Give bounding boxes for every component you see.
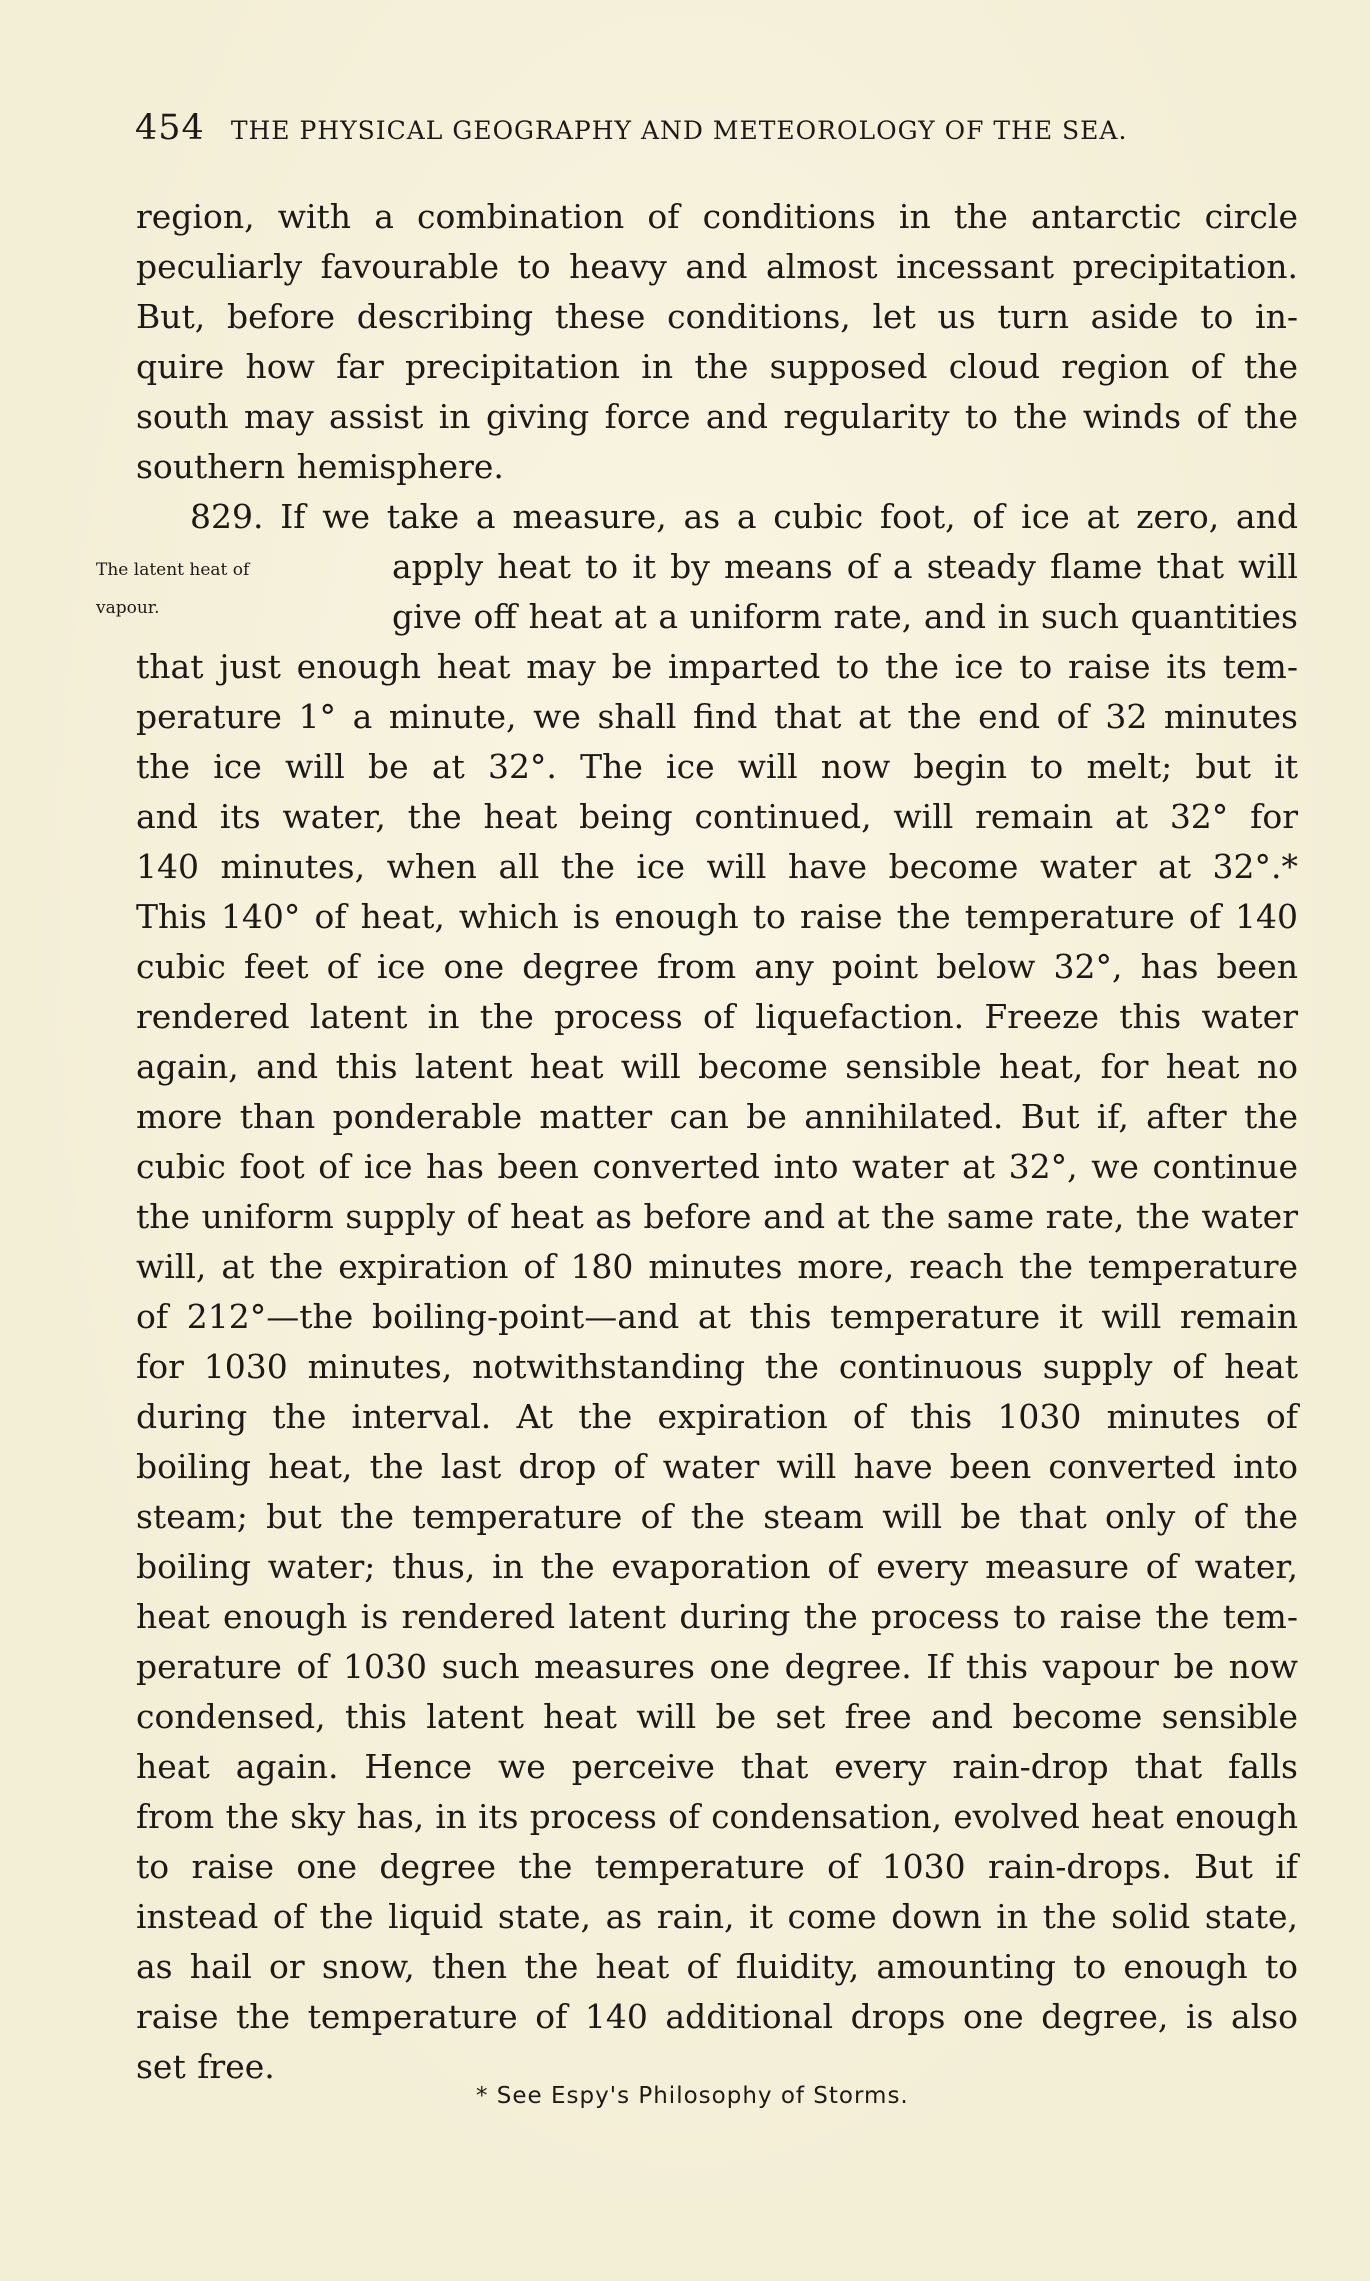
text-line: to raise one degree the temperature of 1030 rain-drops. But if (136, 1847, 1298, 1886)
text-line: the ice will be at 32°. The ice will now begin to melt; but it (136, 747, 1298, 786)
text-line: heat enough is rendered latent during the process to raise the tem- (136, 1597, 1298, 1636)
text-line: of 212°—the boiling-point—and at this temperature it will remain (136, 1297, 1298, 1336)
text-line-final: set free. (136, 2047, 275, 2086)
text-line: give off heat at a uniform rate, and in such quantities (392, 597, 1298, 636)
text-line: cubic foot of ice has been converted into water at 32°, we continue (136, 1147, 1298, 1186)
text-line: condensed, this latent heat will be set free and become sensible (136, 1697, 1298, 1736)
text-line: steam; but the temperature of the steam will be that only of the (136, 1497, 1298, 1536)
text-line: raise the temperature of 140 additional drops one degree, is also (136, 1997, 1298, 2036)
text-line: the uniform supply of heat as before and at the same rate, the water (136, 1197, 1298, 1236)
text-line: from the sky has, in its process of condensation, evolved heat enough (136, 1797, 1298, 1836)
text-line: But, before describing these conditions, let us turn aside to in- (136, 297, 1298, 336)
text-line: southern hemisphere. (136, 447, 504, 486)
text-line: again, and this latent heat will become sensible heat, for heat no (136, 1047, 1298, 1086)
text-line: as hail or snow, then the heat of fluidity, amounting to enough to (136, 1947, 1298, 1986)
text-line: during the interval. At the expiration of this 1030 minutes of (136, 1397, 1298, 1436)
side-note-line-2: vapour. (96, 598, 160, 618)
text-line: quire how far precipitation in the supposed cloud region of the (136, 347, 1298, 386)
text-line: cubic feet of ice one degree from any point below 32°, has been (136, 947, 1298, 986)
text-line: boiling heat, the last drop of water will have been converted into (136, 1447, 1298, 1486)
text-line: region, with a combination of conditions in the antarctic circle (136, 197, 1298, 236)
text-line: peculiarly favourable to heavy and almost incessant precipitation. (136, 247, 1298, 286)
paragraph-opening-line: 829. If we take a measure, as a cubic foot, of ice at zero, and (190, 497, 1298, 536)
text-line: This 140° of heat, which is enough to raise the temperature of 140 (136, 897, 1298, 936)
text-line: for 1030 minutes, notwithstanding the continuous supply of heat (136, 1347, 1298, 1386)
side-note-line-1: The latent heat of (96, 560, 250, 580)
page-header (135, 108, 1245, 148)
running-title: THE PHYSICAL GEOGRAPHY AND METEOROLOGY OF THE SEA. (230, 116, 1128, 145)
text-line: more than ponderable matter can be annihilated. But if, after the (136, 1097, 1298, 1136)
text-line: will, at the expiration of 180 minutes more, reach the temperature (136, 1247, 1298, 1286)
text-line: that just enough heat may be imparted to the ice to raise its tem- (136, 647, 1298, 686)
footnote: * See Espy's Philosophy of Storms. (476, 2083, 909, 2109)
text-line: south may assist in giving force and regularity to the winds of the (136, 397, 1298, 436)
text-line: apply heat to it by means of a steady flame that will (392, 547, 1298, 586)
text-line: perature 1° a minute, we shall find that at the end of 32 minutes (136, 697, 1298, 736)
text-line: heat again. Hence we perceive that every rain-drop that falls (136, 1747, 1298, 1786)
text-line: perature of 1030 such measures one degree. If this vapour be now (136, 1647, 1298, 1686)
text-line: rendered latent in the process of liquefaction. Freeze this water (136, 997, 1298, 1036)
page-number: 454 (135, 108, 205, 148)
text-line: instead of the liquid state, as rain, it come down in the solid state, (136, 1897, 1298, 1936)
text-line: boiling water; thus, in the evaporation of every measure of water, (136, 1547, 1298, 1586)
text-line: and its water, the heat being continued, will remain at 32° for (136, 797, 1298, 836)
text-line: 140 minutes, when all the ice will have become water at 32°.* (136, 847, 1298, 886)
